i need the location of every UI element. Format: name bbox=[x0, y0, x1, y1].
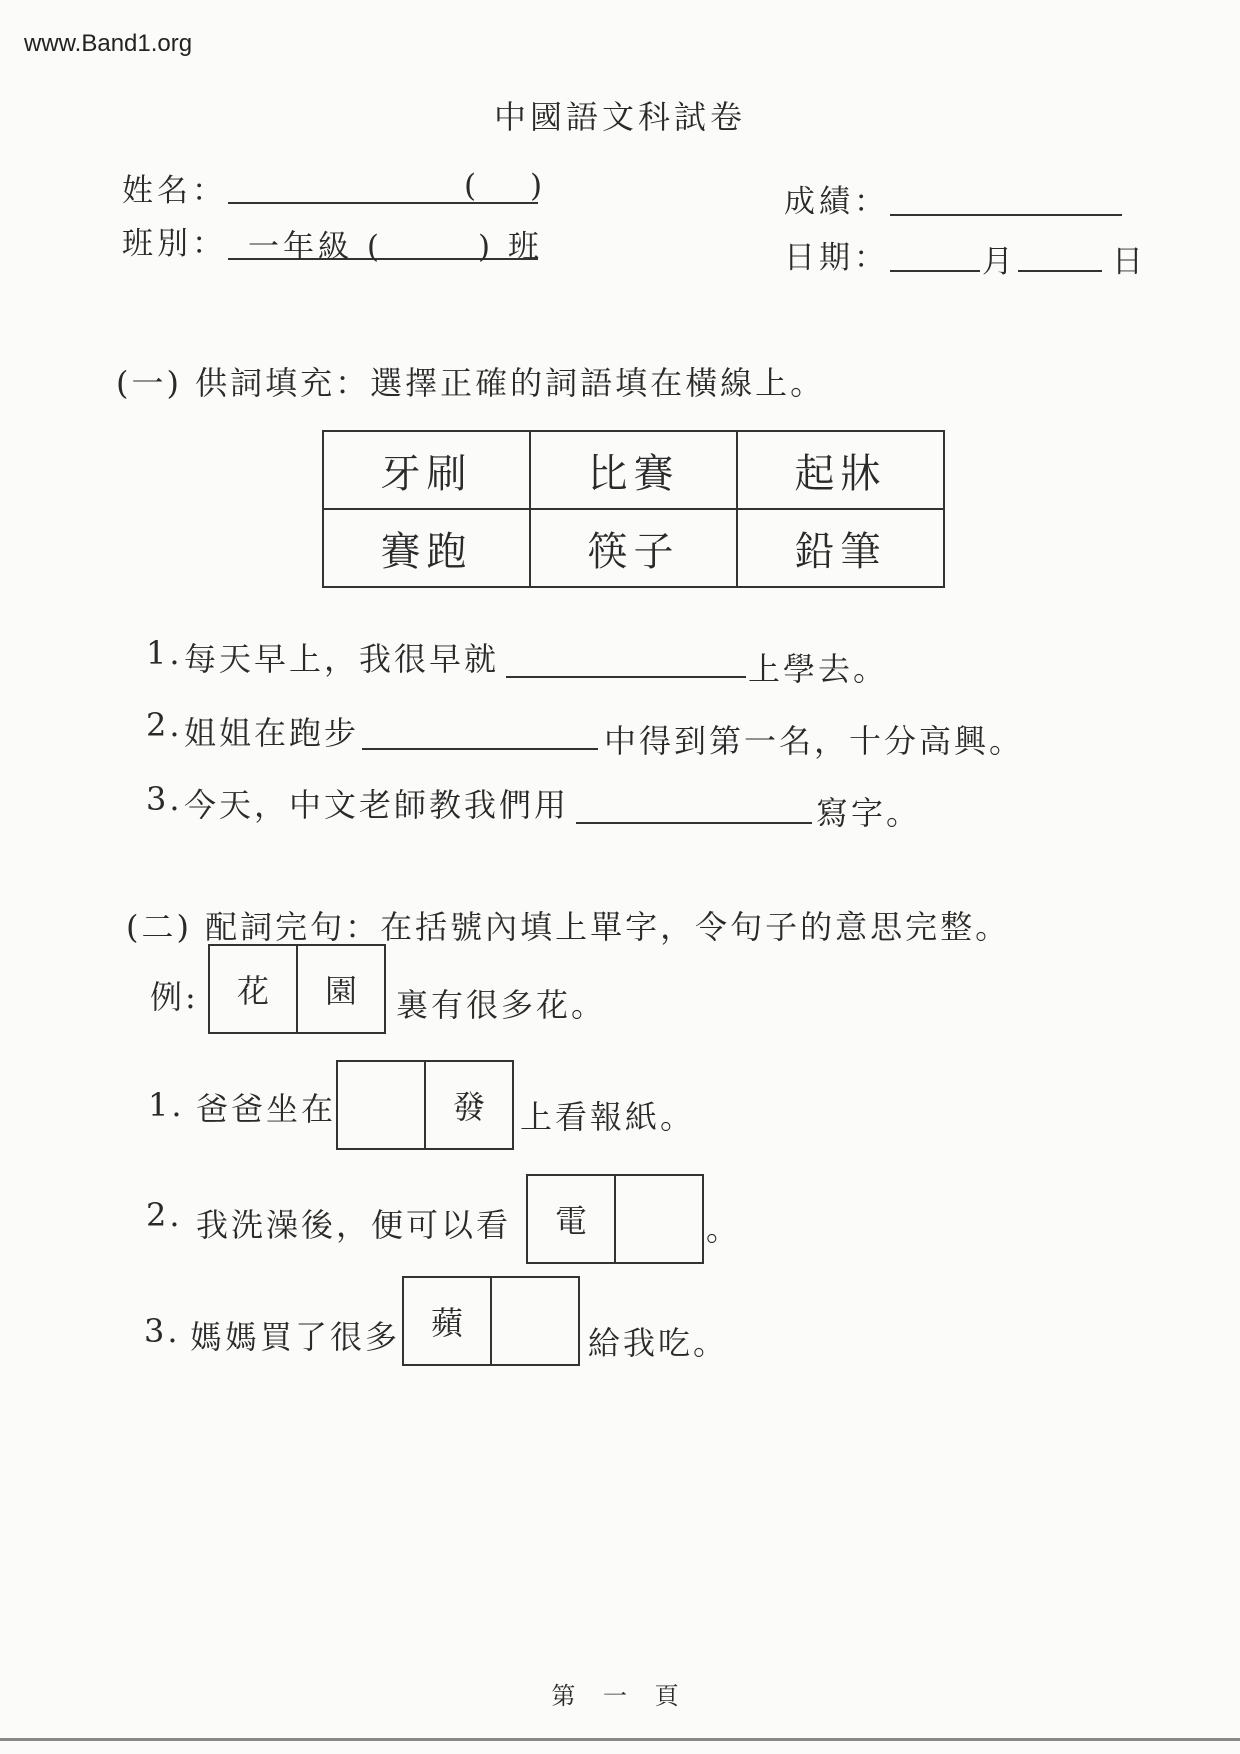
s2-q1-after: 上看報紙。 bbox=[520, 1098, 696, 1136]
word-bank-cell: 起牀 bbox=[737, 431, 944, 509]
class-suffix: ) 班 bbox=[478, 229, 543, 265]
seat-number-paren-open: ( bbox=[464, 168, 477, 204]
example-box-pair bbox=[208, 944, 386, 1034]
s2-q1-before: 爸爸坐在 bbox=[196, 1090, 337, 1128]
name-label: 姓名： bbox=[122, 173, 227, 209]
s2-q3-after: 給我吃。 bbox=[588, 1324, 729, 1362]
s2-q2-number: 2. bbox=[146, 1196, 183, 1234]
given-char-box: 蘋 bbox=[430, 1304, 463, 1342]
example-label: 例: bbox=[150, 978, 199, 1016]
word-bank-table bbox=[322, 430, 945, 588]
answer-box[interactable] bbox=[490, 1278, 578, 1364]
s1-q3-before: 今天，中文老師教我們用 bbox=[184, 786, 570, 824]
s2-q2-after: 。 bbox=[706, 1210, 742, 1248]
answer-box[interactable] bbox=[614, 1176, 702, 1262]
month-label: 月 bbox=[982, 244, 1017, 280]
s1-q3-blank[interactable] bbox=[576, 822, 812, 824]
s1-q2-before: 姐姐在跑步 bbox=[184, 714, 360, 752]
example-box: 花 bbox=[236, 972, 269, 1010]
section1-heading: (一) 供詞填充：選擇正確的詞語填在橫線上。 bbox=[116, 364, 826, 402]
score-blank[interactable] bbox=[890, 214, 1122, 216]
s1-q2-number: 2. bbox=[146, 706, 183, 744]
s1-q3-after: 寫字。 bbox=[816, 794, 922, 832]
score-label: 成績： bbox=[784, 184, 889, 220]
s1-q2-after: 中得到第一名，十分高興。 bbox=[604, 722, 1025, 760]
word-bank-cell: 牙刷 bbox=[323, 431, 530, 509]
class-label: 班別： bbox=[122, 226, 227, 262]
name-blank[interactable] bbox=[228, 202, 538, 204]
s1-q1-number: 1. bbox=[146, 634, 183, 672]
watermark: www.Band1.org bbox=[24, 30, 193, 57]
s2-q2-before: 我洗澡後，便可以看 bbox=[196, 1206, 512, 1244]
given-char-box: 發 bbox=[424, 1062, 512, 1148]
s2-q3-number: 3. bbox=[144, 1312, 181, 1350]
word-bank-cell: 鉛筆 bbox=[737, 509, 944, 587]
day-label: 日 bbox=[1112, 244, 1147, 280]
s1-q1-blank[interactable] bbox=[506, 676, 746, 678]
page-title: 中國語文科試卷 bbox=[493, 98, 746, 136]
month-blank[interactable] bbox=[890, 270, 980, 272]
s2-q1-box-pair bbox=[336, 1060, 514, 1150]
s2-q3-before: 媽媽買了很多 bbox=[190, 1318, 401, 1356]
given-char-box: 電 bbox=[554, 1202, 587, 1240]
s1-q1-after: 上學去。 bbox=[748, 650, 889, 688]
s2-q3-box-pair bbox=[402, 1276, 580, 1366]
day-blank[interactable] bbox=[1018, 270, 1102, 272]
word-bank-cell: 賽跑 bbox=[323, 509, 530, 587]
example-after: 裏有很多花。 bbox=[396, 986, 607, 1024]
s1-q2-blank[interactable] bbox=[362, 748, 598, 750]
scan-edge bbox=[0, 1738, 1240, 1741]
class-prefix: 一年級 ( bbox=[248, 229, 383, 265]
page-number: 第 一 頁 bbox=[551, 1682, 689, 1710]
s1-q1-before: 每天早上，我很早就 bbox=[184, 640, 500, 678]
seat-number-paren-close: ) bbox=[530, 168, 543, 204]
s2-q1-number: 1. bbox=[148, 1086, 185, 1124]
s1-q3-number: 3. bbox=[146, 780, 183, 818]
word-bank-cell: 筷子 bbox=[530, 509, 737, 587]
example-box: 園 bbox=[296, 946, 384, 1032]
s2-q2-box-pair bbox=[526, 1174, 704, 1264]
word-bank-cell: 比賽 bbox=[530, 431, 737, 509]
date-label: 日期： bbox=[784, 240, 889, 276]
section2-heading: (二) 配詞完句：在括號內填上單字，令句子的意思完整。 bbox=[126, 908, 1011, 946]
answer-box[interactable] bbox=[338, 1062, 424, 1148]
